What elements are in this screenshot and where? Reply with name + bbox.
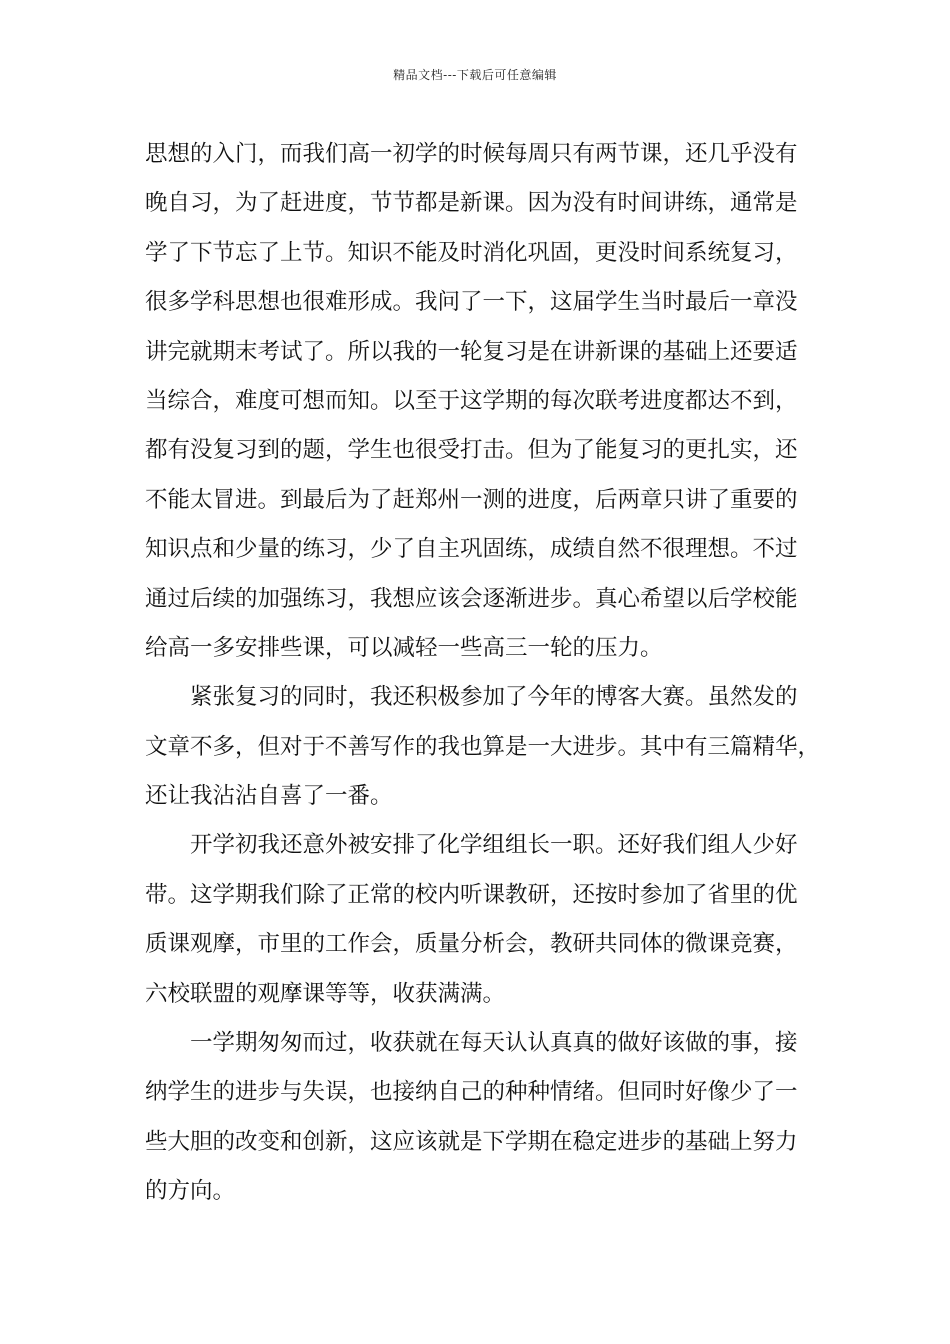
document-body <box>145 130 825 1217</box>
text-line: 纳学生的进步与失误，也接纳自己的种种情绪。但同时好像少了一 <box>145 1079 798 1106</box>
text-line: 还让我沾沾自喜了一番。 <box>145 783 393 810</box>
text-line: 学了下节忘了上节。知识不能及时消化巩固，更没时间系统复习， <box>145 239 798 266</box>
text-line: 带。这学期我们除了正常的校内听课教研，还按时参加了省里的优 <box>145 881 798 908</box>
text-line: 当综合，难度可想而知。以至于这学期的每次联考进度都达不到， <box>145 387 798 414</box>
paragraph <box>145 130 825 673</box>
text-line: 都有没复习到的题，学生也很受打击。但为了能复习的更扎实，还 <box>145 437 798 464</box>
page-header: 精品文档---下载后可任意编辑 <box>393 68 557 82</box>
text-line: 六校联盟的观摩课等等，收获满满。 <box>145 980 506 1007</box>
text-line: 晚自习，为了赶进度，节节都是新课。因为没有时间讲练，通常是 <box>145 190 798 217</box>
text-line: 一学期匆匆而过，收获就在每天认认真真的做好该做的事，接 <box>190 1030 798 1057</box>
text-line: 知识点和少量的练习，少了自主巩固练，成绩自然不很理想。不过 <box>145 536 798 563</box>
paragraph <box>145 673 825 821</box>
paragraph <box>145 821 825 1019</box>
text-line: 文章不多，但对于不善写作的我也算是一大进步。其中有三篇精华， <box>145 733 821 760</box>
text-line: 不能太冒进。到最后为了赶郑州一测的进度，后两章只讲了重要的 <box>145 486 798 513</box>
text-line: 些大胆的改变和创新，这应该就是下学期在稳定进步的基础上努力 <box>145 1128 798 1155</box>
text-line: 思想的入门，而我们高一初学的时候每周只有两节课，还几乎没有 <box>145 141 798 167</box>
text-line: 紧张复习的同时，我还积极参加了今年的博客大赛。虽然发的 <box>190 684 798 711</box>
text-line: 讲完就期末考试了。所以我的一轮复习是在讲新课的基础上还要适 <box>145 338 798 365</box>
text-line: 很多学科思想也很难形成。我问了一下，这届学生当时最后一章没 <box>145 289 798 316</box>
text-line: 给高一多安排些课，可以减轻一些高三一轮的压力。 <box>145 634 663 661</box>
text-line: 的方向。 <box>145 1178 236 1205</box>
text-line: 质课观摩，市里的工作会，质量分析会，教研共同体的微课竞赛， <box>145 931 798 958</box>
text-line: 通过后续的加强练习，我想应该会逐渐进步。真心希望以后学校能 <box>145 585 798 612</box>
text-line: 开学初我还意外被安排了化学组组长一职。还好我们组人少好 <box>190 832 798 859</box>
paragraph <box>145 1019 825 1217</box>
